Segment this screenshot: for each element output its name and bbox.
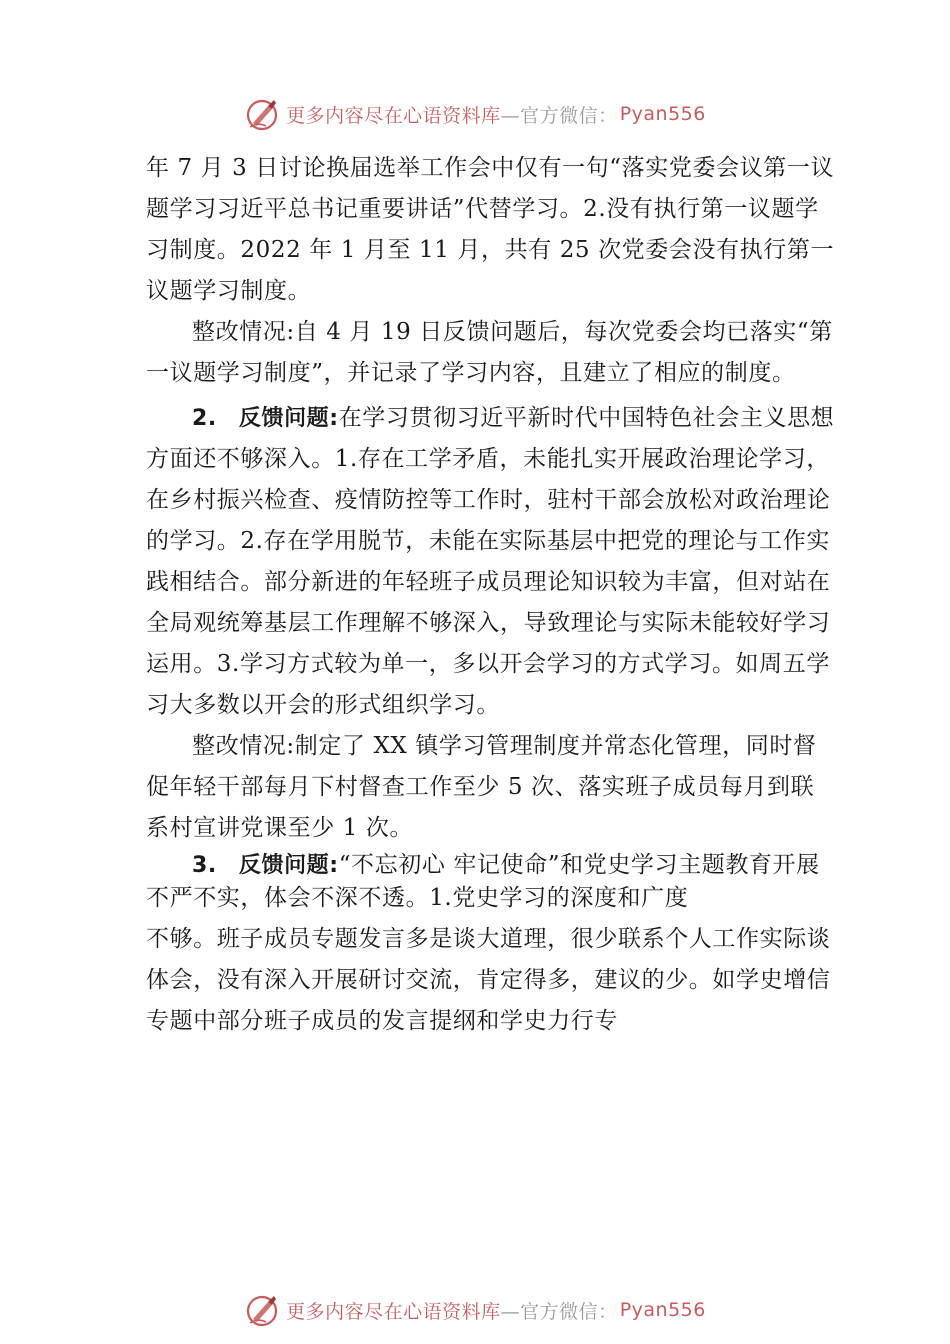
feedback-item-2-number: 2. [192, 406, 217, 431]
paragraph-continuation-2: 不够。班子成员专题发言多是谈大道理，很少联系个人工作实际谈体会，没有深入开展研讨交流，肯定得多，建议的少。如学史增信专题中部分班子成员的发言提纲和学史力行专 [146, 926, 831, 1034]
feedback-item-2 [146, 398, 836, 726]
paragraph-rectification-2: 整改情况:制定了 XX 镇学习管理制度并常态化管理，同时督促年轻干部每月下村督查工作至少 5 次、落实班子成员每月到联系村宣讲党课至少 1 次。 [146, 733, 817, 841]
pen-logo-icon [244, 96, 280, 132]
watermark-separator: —官方微信： [500, 104, 618, 127]
feedback-item-3 [146, 849, 836, 915]
paragraph-rectification-1: 整改情况:自 4 月 19 日反馈问题后，每次党委会均已落实“第一议题学习制度”，并记录了学习内容，且建立了相应的制度。 [146, 319, 833, 386]
watermark-wechat-id: Pyan556 [619, 103, 706, 125]
footer-watermark [0, 1290, 950, 1330]
pen-logo-icon [244, 1292, 280, 1328]
document-body [146, 148, 836, 1042]
feedback-item-3-heading [192, 853, 339, 878]
feedback-item-2-text: 在学习贯彻习近平新时代中国特色社会主义思想方面还不够深入。1.存在工学矛盾，未能扎实开展政治理论学习，在乡村振兴检查、疫情防控等工作时，驻村干部会放松对政治理论的学习。2.存在学用脱节，未能在实际基层中把党的理论与工作实践相结合。部分新进的年轻班子成员理论知识较为丰富，但对站在全局观统筹基层工作理解不够深入，导致理论与实际未能较好学习运用。3.学习方式较为单一，多以开会学习的方式学习。如周五学习大多数以开会的形式组织学习。 [146, 405, 835, 718]
watermark-separator: —官方微信： [500, 1300, 618, 1323]
watermark-wechat-id: Pyan556 [619, 1299, 706, 1321]
feedback-item-3-label: 反馈问题: [238, 853, 339, 878]
watermark-brand: 更多内容尽在心语资料库 [286, 1300, 501, 1323]
feedback-item-2-heading [192, 406, 339, 431]
header-watermark [0, 94, 950, 134]
feedback-item-3-number: 3. [192, 853, 217, 878]
paragraph-continuation: 年 7 月 3 日讨论换届选举工作会中仅有一句“落实党委会议第一议题学习习近平总书记重要讲话”代替学习。2.没有执行第一议题学习制度。2022 年 1 月至 11 月，共有 25 次党委会没有执行第一议题学习制度。 [146, 155, 835, 304]
feedback-item-2-label: 反馈问题: [238, 406, 339, 431]
feedback-item-3-text: “不忘初心 牢记使命”和党史学习主题教育开展不严不实，体会不深不透。1.党史学习的深度和广度 [146, 852, 820, 911]
watermark-brand: 更多内容尽在心语资料库 [286, 104, 501, 127]
